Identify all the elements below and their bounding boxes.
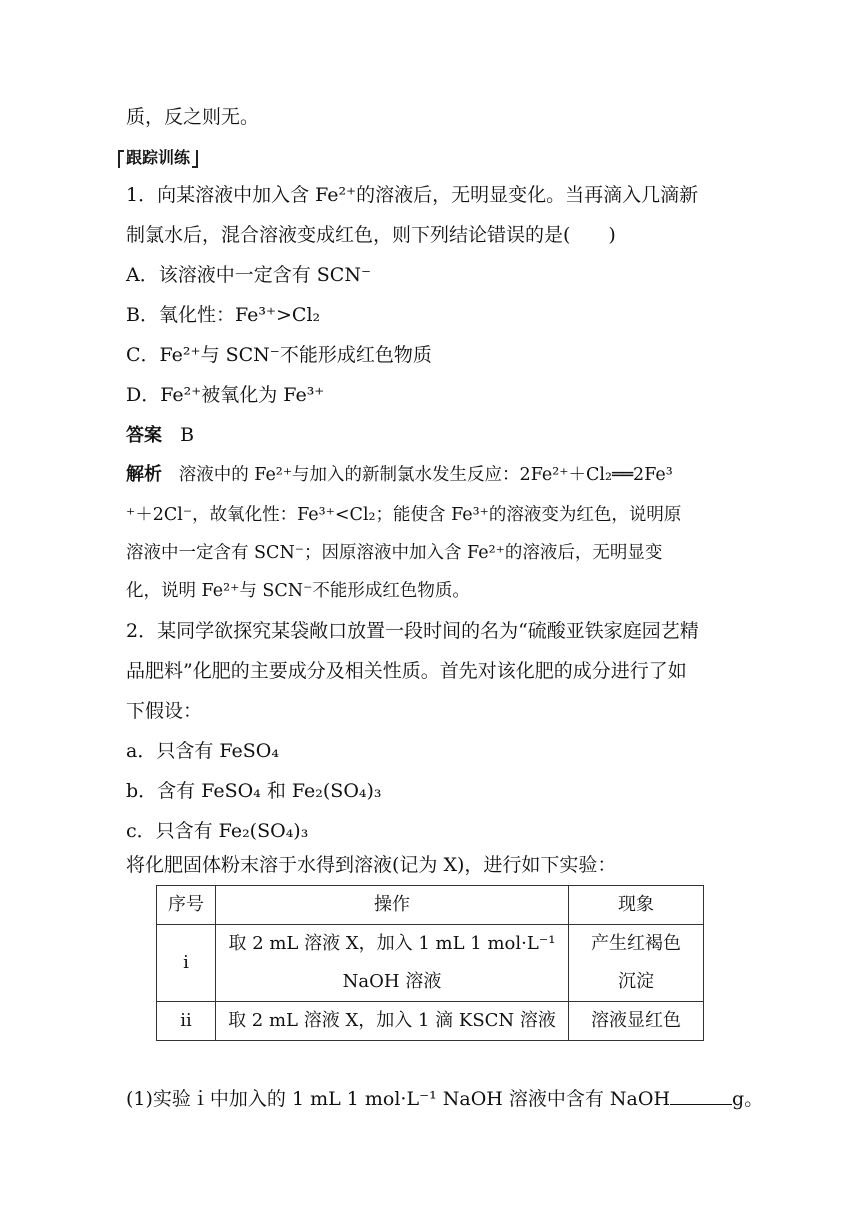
q1-option-d: D．Fe²⁺被氧化为 Fe³⁺ xyxy=(126,384,325,406)
section-label: 跟踪训练 xyxy=(126,148,191,167)
row-result: 溶液显红色 xyxy=(569,1002,704,1041)
q2-line-2: 品肥料”化肥的主要成分及相关性质。首先对该化肥的成分进行了如 xyxy=(126,660,687,682)
table-row xyxy=(157,925,704,1002)
intro-line: 质，反之则无。 xyxy=(126,106,260,128)
answer-blank[interactable] xyxy=(670,1086,732,1105)
sub1-text: (1)实验ｉ中加入的 1 mL 1 mol·L⁻¹ NaOH 溶液中含有 NaOH xyxy=(126,1088,671,1110)
q1-line-1: 1．向某溶液中加入含 Fe²⁺的溶液后，无明显变化。当再滴入几滴新 xyxy=(126,184,699,206)
q2-hypothesis-b: b．含有 FeSO₄ 和 Fe₂(SO₄)₃ xyxy=(126,780,382,802)
operation-line-2: NaOH 溶液 xyxy=(342,971,442,992)
header-operation: 操作 xyxy=(216,886,569,925)
q1-answer xyxy=(126,422,194,449)
q2-experiment-intro: 将化肥固体粉末溶于水得到溶液(记为 X)，进行如下实验： xyxy=(126,854,617,876)
bracket-left-icon xyxy=(118,150,124,168)
row-operation: 取 2 mL 溶液 X，加入 1 滴 KSCN 溶液 xyxy=(216,1002,569,1041)
q2-hypothesis-c: c．只含有 Fe₂(SO₄)₃ xyxy=(126,820,309,842)
answer-label: 答案 xyxy=(126,425,162,446)
sub1-unit: g。 xyxy=(732,1088,764,1110)
q1-line-2: 制氯水后，混合溶液变成红色，则下列结论错误的是( ) xyxy=(126,224,616,246)
q2-line-1: 2．某同学欲探究某袋敞口放置一段时间的名为“硫酸亚铁家庭园艺精 xyxy=(126,620,699,642)
table-row xyxy=(157,1002,704,1041)
table-header-row xyxy=(157,886,704,925)
header-no: 序号 xyxy=(157,886,216,925)
header-result: 现象 xyxy=(569,886,704,925)
row-no: ii xyxy=(157,1002,216,1041)
answer-value: B xyxy=(180,424,195,446)
result-line-1: 产生红褐色 xyxy=(591,933,681,954)
q1-explain-line-4: 化，说明 Fe²⁺与 SCN⁻不能形成红色物质。 xyxy=(126,581,470,601)
row-no: i xyxy=(157,925,216,1002)
q2-line-3: 下假设： xyxy=(126,700,203,722)
q2-sub-question-1 xyxy=(126,1086,763,1112)
row-result xyxy=(569,925,704,1002)
section-heading xyxy=(118,148,198,168)
q1-option-a: A．该溶液中一定含有 SCN⁻ xyxy=(126,264,371,286)
q1-explain-line-3: 溶液中一定含有 SCN⁻；因原溶液中加入含 Fe²⁺的溶液后，无明显变 xyxy=(126,543,663,563)
bracket-right-icon xyxy=(192,150,198,168)
q1-option-b: B．氧化性：Fe³⁺>Cl₂ xyxy=(126,304,321,326)
result-line-2: 沉淀 xyxy=(618,971,654,992)
q1-explain-line-1 xyxy=(126,462,673,488)
q1-option-c: C．Fe²⁺与 SCN⁻不能形成红色物质 xyxy=(126,344,432,366)
explain-text-1: 溶液中的 Fe²⁺与加入的新制氯水发生反应：2Fe²⁺＋Cl₂══2Fe³ xyxy=(178,465,673,485)
q1-explain-line-2: ⁺＋2Cl⁻，故氧化性：Fe³⁺<Cl₂；能使含 Fe³⁺的溶液变为红色，说明原 xyxy=(126,505,682,525)
operation-line-1: 取 2 mL 溶液 X，加入 1 mL 1 mol·L⁻¹ xyxy=(228,933,556,954)
experiment-table xyxy=(156,885,704,1041)
row-operation xyxy=(216,925,569,1002)
q2-hypothesis-a: a．只含有 FeSO₄ xyxy=(126,740,279,762)
explain-label: 解析 xyxy=(126,464,162,485)
